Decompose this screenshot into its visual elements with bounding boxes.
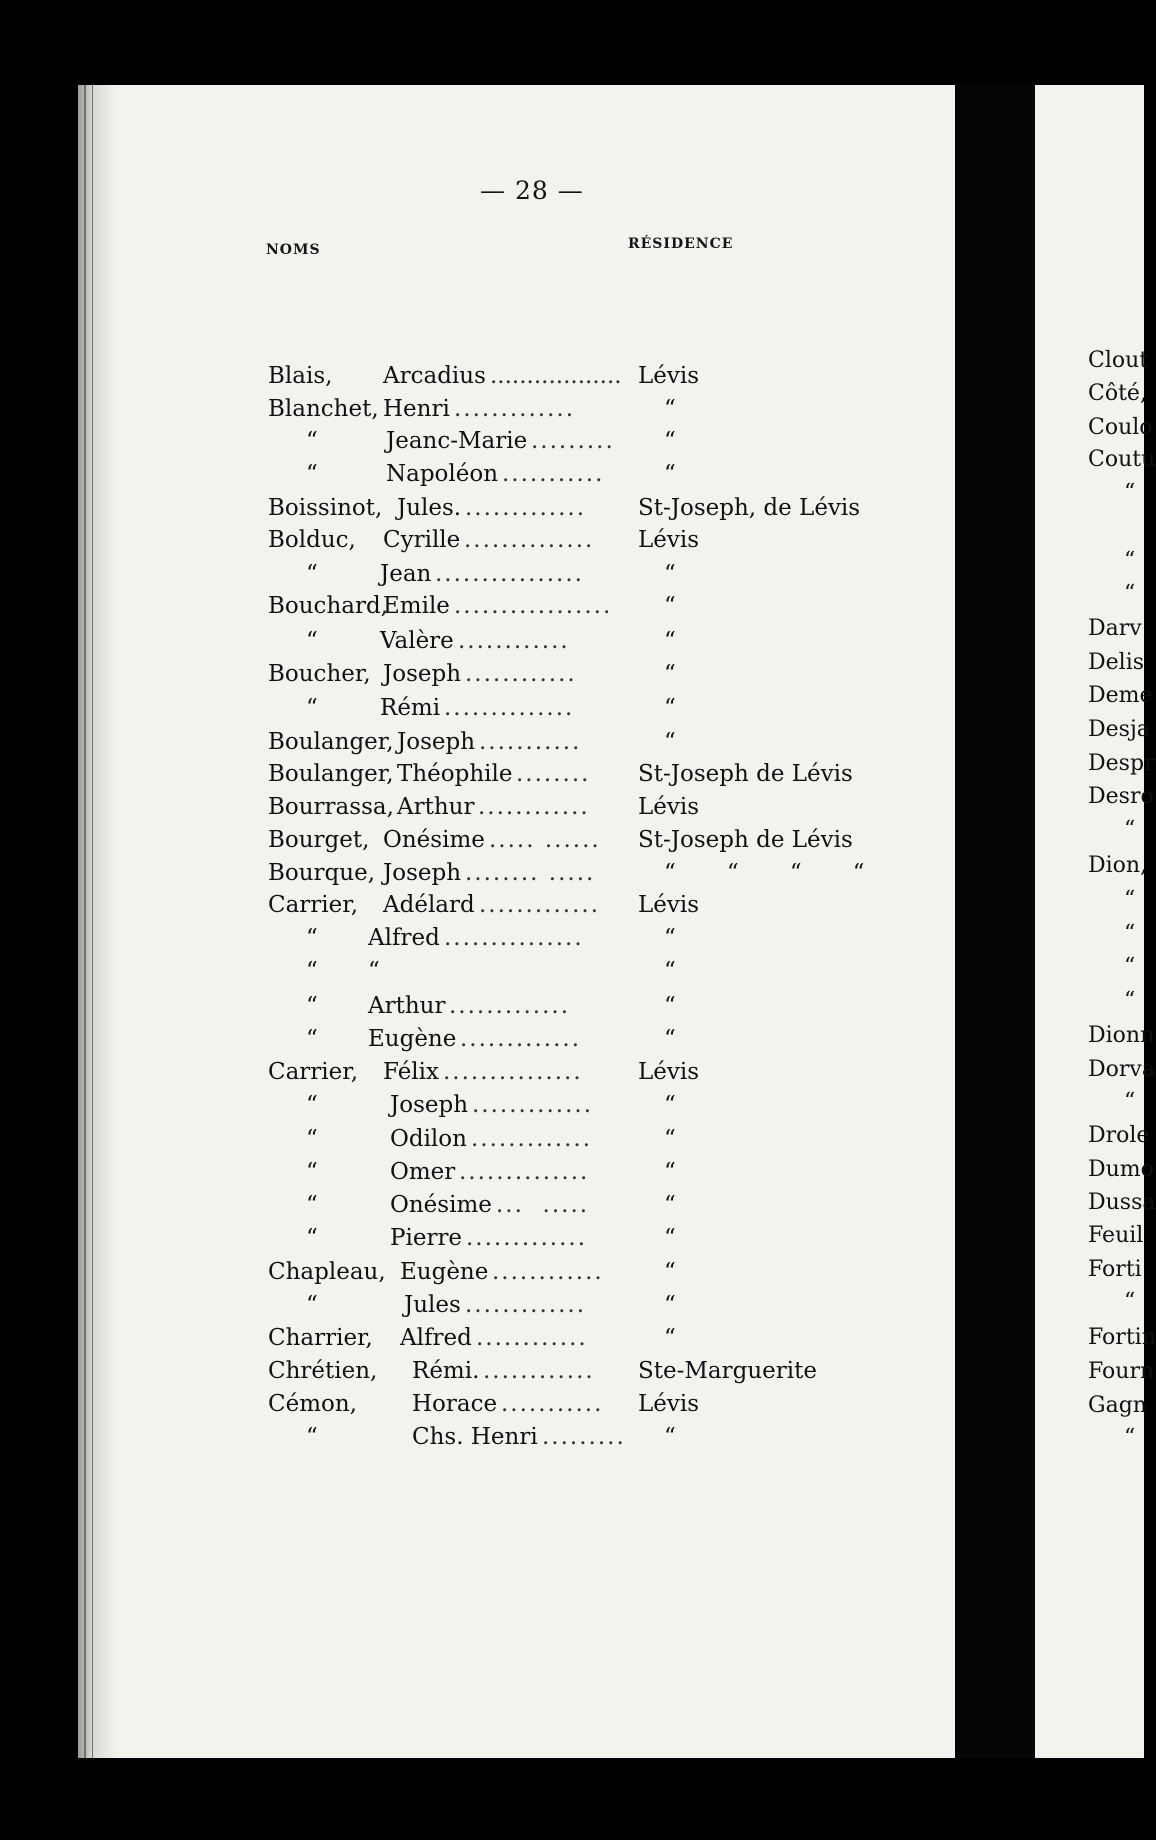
entry-residence: “ (664, 1259, 676, 1285)
entry-given-name: Eugène (400, 1259, 489, 1285)
entry-residence: Lévis (638, 1391, 700, 1417)
entry-residence: “ (664, 628, 676, 654)
list-item (0, 1421, 950, 1453)
entry-residence: “ (664, 1325, 676, 1351)
list-item (0, 857, 950, 889)
right-page-line: Desro (1088, 784, 1154, 809)
right-page-line: Deme (1088, 683, 1153, 708)
entry-residence: St-Joseph, de Lévis (638, 495, 861, 521)
list-item (0, 726, 950, 758)
right-page-line: Dion, (1088, 853, 1148, 878)
right-page-line: “ (1124, 988, 1136, 1013)
leader-dots: ............. (454, 396, 576, 422)
leader-dots: .............. (459, 1159, 590, 1185)
right-page-line: “ (1124, 954, 1136, 979)
entry-surname: “ (306, 1192, 318, 1218)
leader-dots: ........... (501, 1391, 604, 1417)
entry-residence: “ (664, 396, 676, 422)
entry-residence: Lévis (638, 527, 700, 553)
right-page-line: Gagn (1088, 1393, 1147, 1418)
entry-given-name: Henri (383, 396, 450, 422)
right-page-line: Dumo (1088, 1157, 1154, 1182)
entry-residence: “ (664, 561, 676, 587)
leader-dots: ................. (454, 593, 613, 619)
leader-dots: ............. (465, 495, 587, 521)
entry-residence: Lévis (638, 1059, 700, 1085)
right-page-line: Coulo (1088, 415, 1153, 440)
entry-given-name: Emile (383, 593, 450, 619)
entry-given-name: “ (368, 958, 380, 984)
entry-residence: “ (664, 1192, 676, 1218)
entry-surname: Carrier, (268, 1059, 359, 1085)
entry-given-name: Jean (380, 561, 432, 587)
leader-dots: ............. (465, 1292, 587, 1318)
entry-residence: Lévis (638, 794, 700, 820)
list-item (0, 524, 950, 556)
entry-residence: “ (664, 1225, 676, 1251)
book-gutter (955, 85, 1035, 1758)
leader-dots: ........... (502, 461, 605, 487)
right-page-line: “ (1124, 581, 1136, 606)
list-item (0, 1222, 950, 1254)
entry-given-name: Chs. Henri (412, 1424, 538, 1450)
right-page-line: Dussa (1088, 1190, 1156, 1215)
leader-dots: .............. (444, 695, 575, 721)
entry-residence: “ (664, 993, 676, 1019)
entry-surname: “ (306, 1225, 318, 1251)
entry-given-name: Onésime (383, 827, 485, 853)
leader-dots: .................. (490, 363, 622, 389)
leader-dots: ............ (458, 628, 570, 654)
list-item (0, 1023, 950, 1055)
right-page-line: Despr (1088, 751, 1155, 776)
entry-residence: “ (664, 1092, 676, 1118)
right-page-line: “ (1124, 480, 1136, 505)
list-item (0, 1388, 950, 1420)
entry-surname: “ (306, 993, 318, 1019)
list-item (0, 625, 950, 657)
list-item (0, 1322, 950, 1354)
leader-dots: ........ ..... (465, 860, 596, 886)
entry-surname: Boissinot, (268, 495, 383, 521)
right-page-line: Dorva (1088, 1057, 1155, 1082)
leader-dots: ............. (449, 993, 571, 1019)
entry-given-name: Eugène (368, 1026, 457, 1052)
entry-given-name: Arcadius (383, 363, 486, 389)
entry-given-name: Jules. (397, 495, 462, 521)
entry-surname: Blanchet, (268, 396, 379, 422)
entry-given-name: Omer (390, 1159, 456, 1185)
entry-given-name: Rémi (380, 695, 441, 721)
list-item (0, 1156, 950, 1188)
entry-residence: “ (664, 1126, 676, 1152)
entry-surname: Chapleau, (268, 1259, 386, 1285)
entry-given-name: Théophile (397, 761, 513, 787)
leader-dots: .............. (464, 527, 595, 553)
entry-given-name: Joseph (390, 1092, 469, 1118)
leader-dots: ............. (466, 1225, 588, 1251)
entry-given-name: Napoléon (386, 461, 499, 487)
leader-dots: ............. (479, 892, 601, 918)
entry-residence: Lévis (638, 363, 700, 389)
leader-dots: ........... (479, 729, 582, 755)
entry-given-name: Joseph (383, 661, 462, 687)
entry-surname: Blais, (268, 363, 333, 389)
leader-dots: ......... (531, 428, 615, 454)
leader-dots: ............ (465, 661, 577, 687)
entry-surname: “ (306, 1026, 318, 1052)
entry-residence: “ (664, 695, 676, 721)
entry-given-name: Cyrille (383, 527, 461, 553)
entry-residence: “ (664, 593, 676, 619)
list-item (0, 922, 950, 954)
leader-dots: ............. (472, 1092, 594, 1118)
list-item (0, 758, 950, 790)
right-page-line: Coutu (1088, 447, 1156, 472)
leader-dots: ......... (542, 1424, 626, 1450)
entry-surname: Cémon, (268, 1391, 357, 1417)
entry-residence: “ (664, 661, 676, 687)
entry-surname: “ (306, 925, 318, 951)
entry-given-name: Onésime (390, 1192, 492, 1218)
entry-surname: Bourget, (268, 827, 370, 853)
entry-given-name: Félix (383, 1059, 439, 1085)
entry-surname: “ (306, 628, 318, 654)
entry-residence: St-Joseph de Lévis (638, 827, 853, 853)
right-page-line: Côté, (1088, 381, 1147, 406)
list-item (0, 492, 950, 524)
list-item (0, 425, 950, 457)
entry-given-name: Arthur (368, 993, 446, 1019)
entry-surname: “ (306, 461, 318, 487)
list-item (0, 1123, 950, 1155)
entry-given-name: Arthur (397, 794, 475, 820)
list-item (0, 1289, 950, 1321)
entry-surname: “ (306, 958, 318, 984)
entry-given-name: Horace (412, 1391, 498, 1417)
entry-residence: “ (664, 1159, 676, 1185)
entry-given-name: Rémi. (412, 1358, 480, 1384)
right-page-line: Drole (1088, 1123, 1150, 1148)
leader-dots: ............ (492, 1259, 604, 1285)
entry-residence: “ (664, 461, 676, 487)
right-page-line: Darv (1088, 616, 1142, 641)
entry-surname: Boulanger, (268, 761, 394, 787)
entry-surname: Charrier, (268, 1325, 373, 1351)
entry-surname: Boucher, (268, 661, 371, 687)
list-item (0, 1089, 950, 1121)
page-number: — 28 — (480, 176, 584, 205)
right-page-line: “ (1124, 817, 1136, 842)
list-item (0, 393, 950, 425)
entry-residence: “ (664, 925, 676, 951)
entry-given-name: Joseph (383, 860, 462, 886)
entry-surname: Bourrassa, (268, 794, 394, 820)
right-page-line: “ (1124, 1089, 1136, 1114)
entry-surname: Bouchard, (268, 593, 388, 619)
leader-dots: ............ (478, 794, 590, 820)
leader-dots: ........ (516, 761, 591, 787)
entry-given-name: Adélard (383, 892, 475, 918)
entry-given-name: Pierre (390, 1225, 463, 1251)
list-item (0, 1355, 950, 1387)
entry-residence: “ (664, 1026, 676, 1052)
list-item (0, 458, 950, 490)
list-item (0, 955, 950, 987)
entry-residence: “ (664, 729, 676, 755)
right-page-line: “ (1124, 548, 1136, 573)
right-page-line: Forti (1088, 1257, 1142, 1282)
entry-surname: “ (306, 428, 318, 454)
leader-dots: ............... (443, 1059, 583, 1085)
leader-dots: ............. (460, 1026, 582, 1052)
entry-residence: Lévis (638, 892, 700, 918)
right-page-line: “ (1124, 921, 1136, 946)
entry-surname: “ (306, 561, 318, 587)
entry-residence: “ (664, 428, 676, 454)
list-item (0, 590, 950, 622)
entry-surname: Bolduc, (268, 527, 356, 553)
list-item (0, 824, 950, 856)
right-page-line: “ (1124, 887, 1136, 912)
list-item (0, 658, 950, 690)
right-page-line: Clout (1088, 348, 1149, 373)
entry-surname: “ (306, 1292, 318, 1318)
list-item (0, 1189, 950, 1221)
right-page-line: Fourn (1088, 1359, 1155, 1384)
entry-surname: “ (306, 1424, 318, 1450)
entry-surname: Chrétien, (268, 1358, 378, 1384)
entry-given-name: Jeanc-Marie (386, 428, 528, 454)
entry-given-name: Valère (380, 628, 454, 654)
list-item (0, 558, 950, 590)
entry-given-name: Odilon (390, 1126, 467, 1152)
list-item (0, 1256, 950, 1288)
right-page-line: Desja (1088, 717, 1150, 742)
column-header-names: NOMS (266, 242, 321, 258)
leader-dots: ................ (435, 561, 584, 587)
right-page-line: Dionn (1088, 1023, 1155, 1048)
right-page-line: “ (1124, 1289, 1136, 1314)
list-item (0, 990, 950, 1022)
list-item (0, 692, 950, 724)
entry-residence: “ (664, 958, 676, 984)
column-header-residence: RÉSIDENCE (628, 236, 734, 252)
entry-given-name: Alfred (368, 925, 440, 951)
leader-dots: ............... (444, 925, 584, 951)
entry-given-name: Alfred (400, 1325, 472, 1351)
leader-dots: ............ (476, 1325, 588, 1351)
entry-surname: “ (306, 695, 318, 721)
entry-residence: Ste-Marguerite (638, 1358, 817, 1384)
entry-surname: “ (306, 1092, 318, 1118)
entry-residence: “ “ “ “ (664, 860, 865, 886)
right-page-line: “ (1124, 1425, 1136, 1450)
right-page-line: Delis (1088, 650, 1145, 675)
entry-surname: Bourque, (268, 860, 376, 886)
right-page-line: Fortin (1088, 1325, 1156, 1350)
list-item (0, 1056, 950, 1088)
entry-given-name: Jules (404, 1292, 461, 1318)
leader-dots: ............ (483, 1358, 595, 1384)
list-item (0, 360, 950, 392)
list-item (0, 791, 950, 823)
leader-dots: ..... ...... (489, 827, 601, 853)
list-item (0, 889, 950, 921)
entry-residence: St-Joseph de Lévis (638, 761, 853, 787)
leader-dots: ... ..... (496, 1192, 590, 1218)
entry-residence: “ (664, 1424, 676, 1450)
right-page-line: Feuil (1088, 1223, 1144, 1248)
entry-surname: “ (306, 1126, 318, 1152)
entry-given-name: Joseph (397, 729, 476, 755)
entry-surname: Boulanger, (268, 729, 394, 755)
entry-surname: Carrier, (268, 892, 359, 918)
entry-surname: “ (306, 1159, 318, 1185)
leader-dots: ............. (471, 1126, 593, 1152)
entry-residence: “ (664, 1292, 676, 1318)
